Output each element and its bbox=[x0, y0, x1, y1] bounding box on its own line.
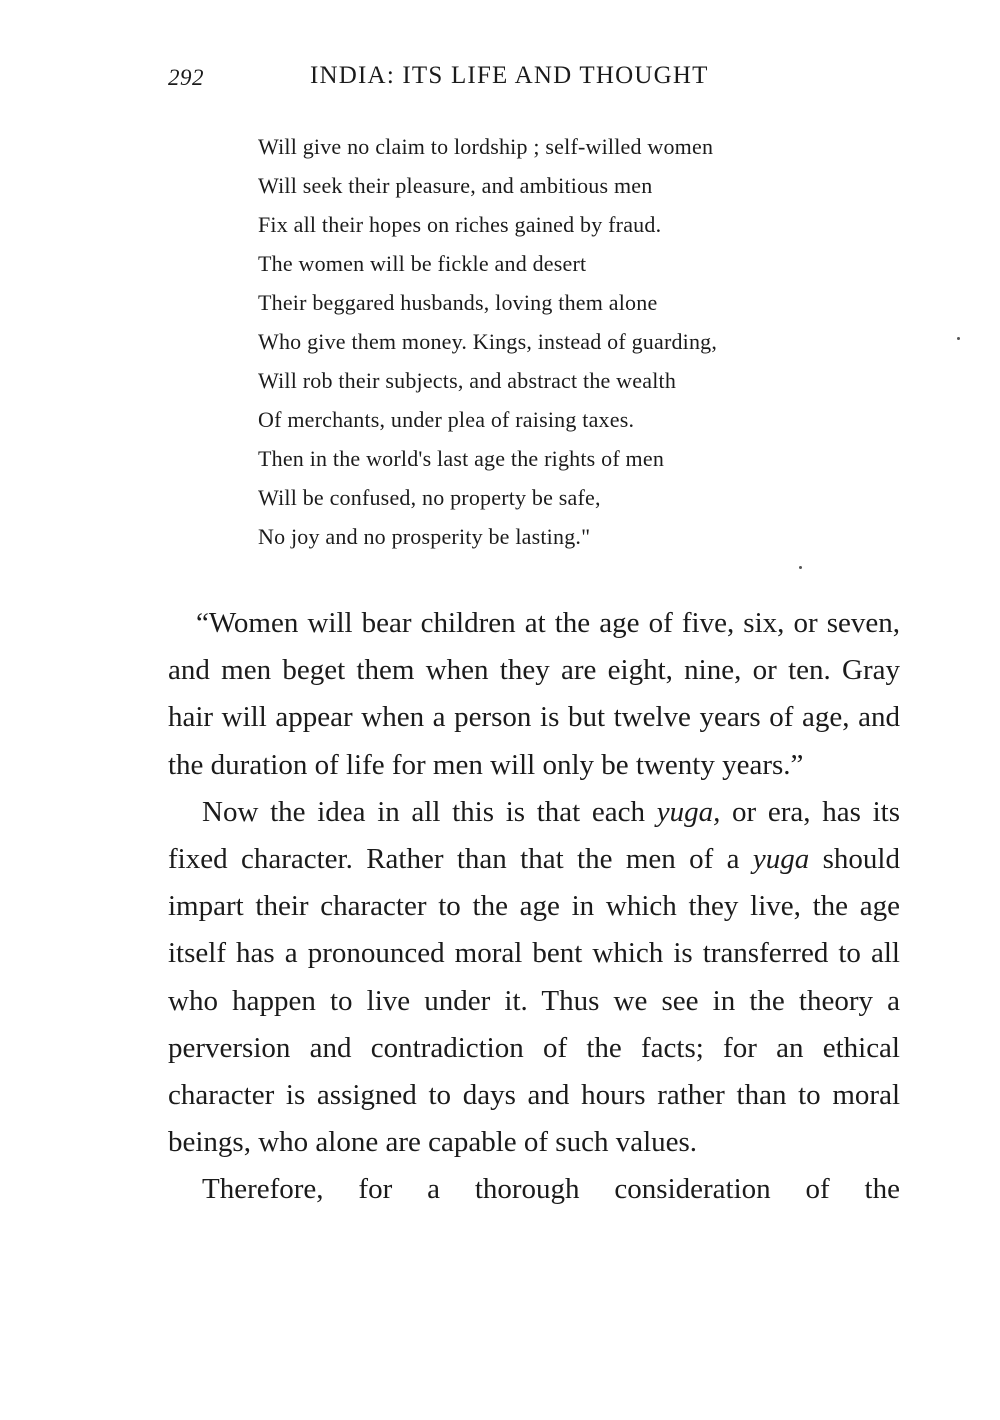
scan-speck bbox=[799, 566, 802, 569]
scan-speck bbox=[957, 337, 960, 340]
paragraph-continued: Therefore, for a thorough consideration of the bbox=[202, 1173, 900, 1206]
text-run: or era, has its fixed character. Rather than that the men of a bbox=[168, 795, 900, 876]
body-text bbox=[168, 600, 900, 1214]
verse-line: Will be confused, no property be safe, bbox=[258, 485, 601, 510]
page-number: 292 bbox=[168, 65, 204, 90]
verse-line: The women will be fickle and desert bbox=[258, 251, 587, 276]
verse-line: Their beggared husbands, loving them alone bbox=[258, 290, 658, 315]
italic-term-yuga: yuga bbox=[752, 843, 810, 876]
verse-line: Fix all their hopes on riches gained by fraud. bbox=[258, 212, 662, 237]
running-title: INDIA: ITS LIFE AND THOUGHT bbox=[310, 62, 709, 89]
verse-line: Who give them money. Kings, instead of guarding, bbox=[258, 329, 718, 354]
italic-term-yuga: yuga, bbox=[656, 795, 721, 828]
verse-line: Will rob their subjects, and abstract the wealth bbox=[258, 368, 677, 393]
verse-quotation bbox=[258, 127, 898, 556]
paragraph-quotation: “Women will bear children at the age of five, six, or seven, and men beget them when they are eight, nine, or ten. Gray hair will appear when a person is but twelve years of age, and the duration of life for men will only be twenty years.” bbox=[168, 607, 900, 781]
verse-line: Will seek their pleasure, and ambitious men bbox=[258, 173, 653, 198]
verse-line: Then in the world's last age the rights of men bbox=[258, 446, 665, 471]
paragraph-yuga-theory bbox=[168, 789, 900, 1167]
text-run: Now the idea in all this is that each bbox=[202, 795, 657, 828]
verse-line: Will give no claim to lordship ; self-willed women bbox=[258, 134, 714, 159]
verse-line: No joy and no prosperity be lasting." bbox=[258, 524, 591, 549]
verse-line: Of merchants, under plea of raising taxes. bbox=[258, 407, 635, 432]
text-run: should impart their character to the age in which they live, the age itself has a pronounced moral bent which is transferred to all who happen to live under it. Thus we see in the theory a perversion and contradiction of the facts; for an ethical character is assigned to days and hours rather than to moral beings, who alone are capable of such values. bbox=[168, 843, 900, 1159]
